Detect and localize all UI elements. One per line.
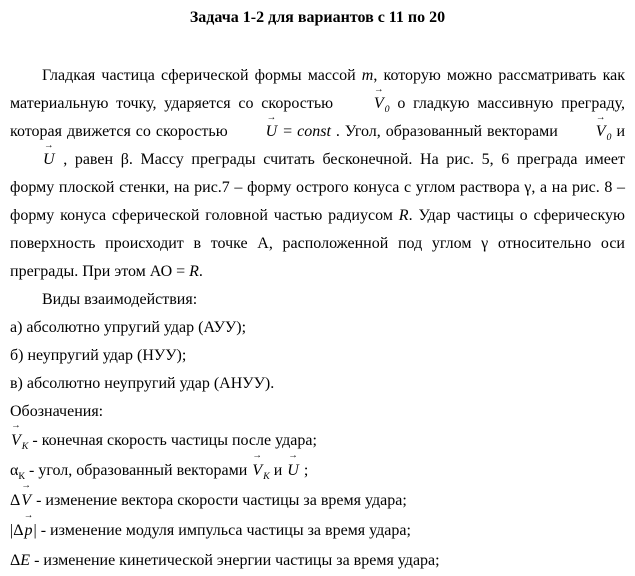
vector-u: → U (287, 450, 299, 479)
interactions-heading: Виды взаимодействия: (42, 291, 198, 308)
notation-heading: Обозначения: (10, 403, 104, 420)
vector-u: → U (233, 118, 279, 146)
interaction-item-a: а) абсолютно упругий удар (АУУ); (10, 319, 247, 336)
vector-v-0: → V (563, 118, 607, 146)
interaction-item-b: б) неупругий удар (НУУ); (10, 347, 187, 364)
vector-arrow-icon: → (252, 450, 262, 462)
vector-arrow-icon: → (11, 420, 21, 432)
vector-arrow-icon: → (288, 450, 298, 462)
notation-item-angle-alpha: $\alpha_К$ - угол, образованный векторами → $V_К$ и → U ; (10, 456, 625, 486)
interaction-item-v: в) абсолютно неупругий удар (АНУУ). (10, 375, 275, 392)
notation-item-delta-momentum: |Δ → p| - изменение модуля импульса частицы за время удара; (10, 516, 625, 546)
vector-p: → p (23, 510, 34, 539)
document-title: Задача 1-2 для вариантов с 11 по 20 (189, 9, 446, 26)
vector-arrow-icon: → (266, 112, 277, 124)
notation-item-delta-energy: ΔE - изменение кинетической энергии частицы за время удара; (10, 552, 440, 569)
vector-v-к: → V (11, 420, 21, 449)
vector-arrow-icon: → (595, 112, 606, 124)
vector-v: → V (21, 480, 32, 509)
notation-item-final-velocity: → $V_К$ - конечная скорость частицы после удара; (10, 426, 625, 456)
vector-arrow-icon: → (43, 140, 54, 152)
problem-statement-paragraph: Гладкая частица сферической формы массой m, которую можно рассматривать как материальную точку, ударяется со скоростью → $V_0$ о гладкую массивную преграду, которая движется со скоростью → U = const . Угол, образованный векторами → $V_0$ и → U , равен β. Массу преграды считать бесконечной. На рис. 5, 6 преграда имеет форму плоской стенки, на рис.7 – форму острого конуса с углом раствора γ, а на рис. 8 – форму конуса сферической головной частью радиусом R. Удар частицы о сферическую поверхность происходит в точке А, расположенной под углом γ относительно оси преграды. При этом АО = R. (10, 67, 626, 280)
vector-v-к: → V (252, 450, 263, 479)
vector-u: → U (10, 146, 56, 174)
vector-arrow-icon: → (23, 510, 34, 522)
vector-v-0: → V (341, 90, 385, 118)
vector-arrow-icon: → (21, 480, 31, 492)
notation-item-delta-velocity: Δ → V - изменение вектора скорости частицы за время удара; (10, 486, 625, 516)
vector-arrow-icon: → (373, 84, 384, 96)
